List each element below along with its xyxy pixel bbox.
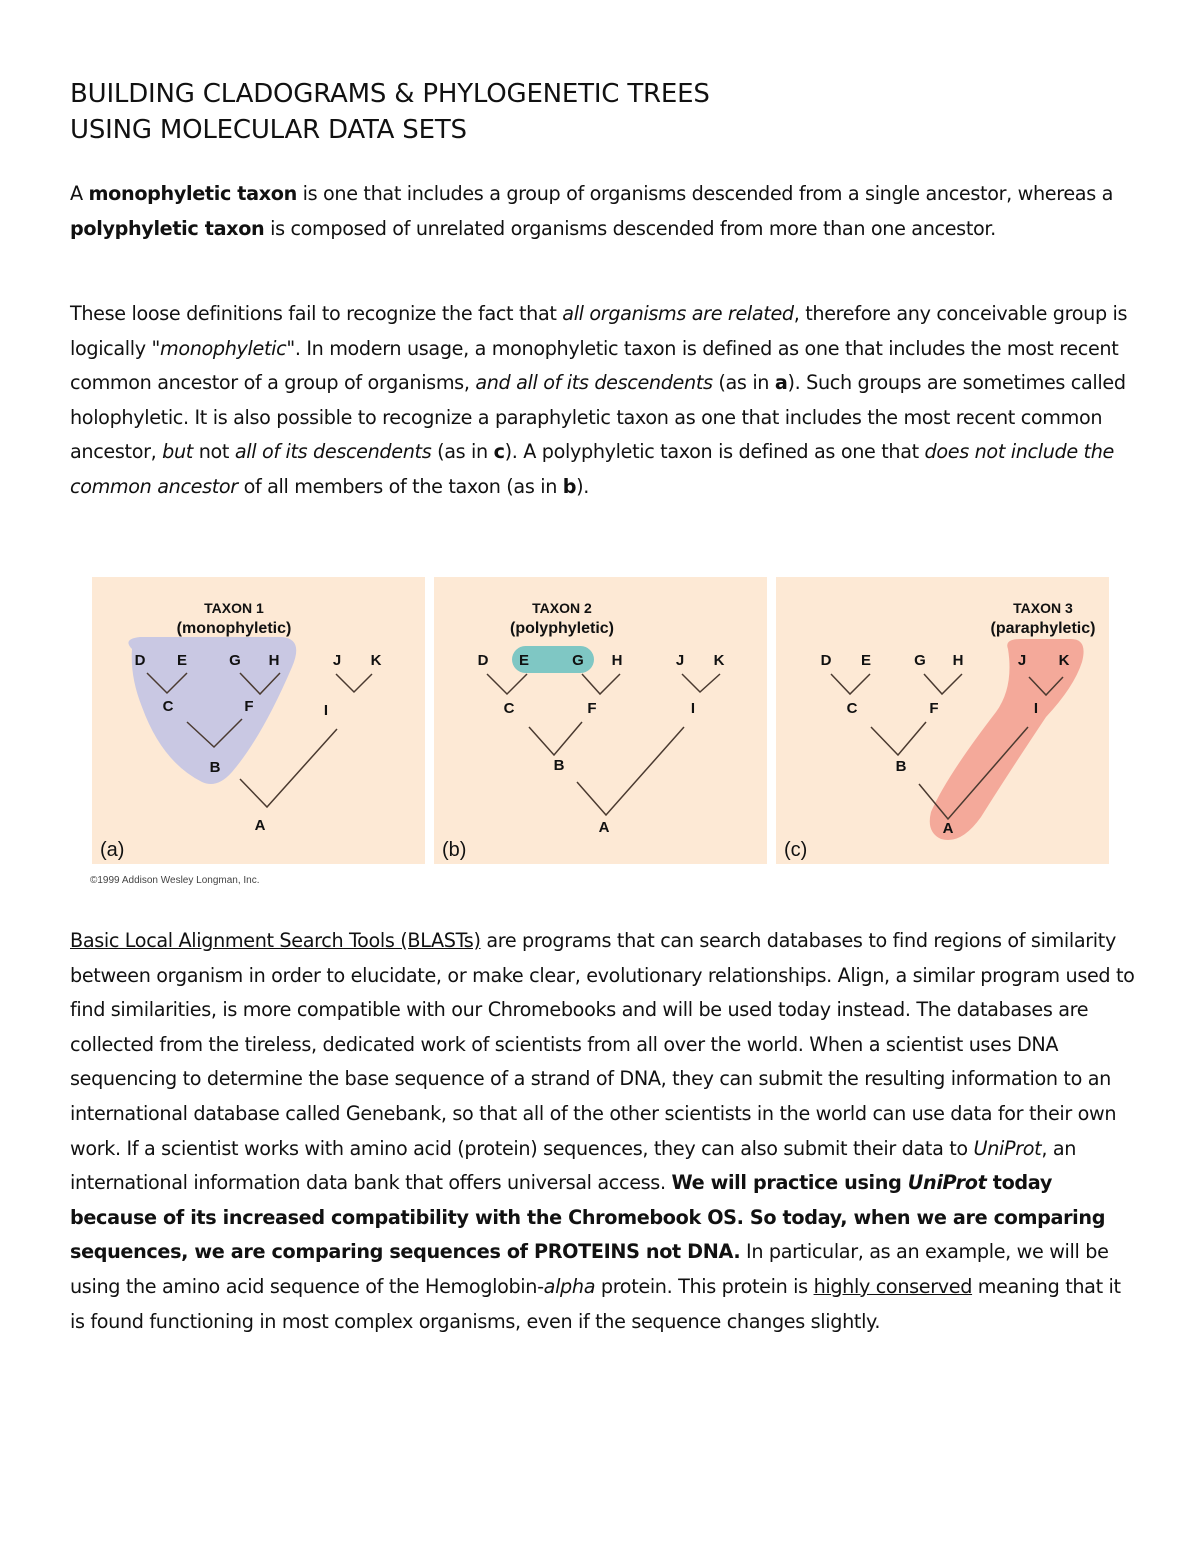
text-run: of all members of the taxon (as in bbox=[237, 474, 563, 498]
bold-run: We will practice using bbox=[671, 1171, 908, 1195]
modern-usage-paragraph bbox=[70, 297, 1140, 505]
figure-ref: b bbox=[562, 474, 577, 498]
svg-text:(c): (c) bbox=[784, 839, 808, 861]
title-line-1: BUILDING CLADOGRAMS & PHYLOGENETIC TREES bbox=[70, 79, 710, 109]
svg-text:B: B bbox=[209, 759, 221, 776]
svg-text:K: K bbox=[713, 652, 725, 669]
svg-text:D: D bbox=[134, 652, 146, 669]
text-run: are programs that can search databases to find regions of similarity between organism in order to elucidate, or make clear, evolutionary relationships. Align, a similar program used to find similarities, is more compatible with our Chromebooks and will be used today instead. The databases are collected from the tireless, dedicated work of scientists from all over the world. When a scientist uses DNA sequencing to determine the base sequence of a strand of DNA, they can submit the resulting information to an international database called Genebank, so that all of the other scientists in the world can use data for their own work. If a scientist works with amino acid (protein) sequences, they can also submit their data to bbox=[70, 929, 1135, 1160]
svg-text:E: E bbox=[518, 652, 530, 669]
text-run: is one that includes a group of organisms descended from a single ancestor, whereas a bbox=[296, 182, 1114, 205]
cladogram-figure bbox=[92, 577, 1109, 864]
emphasis: but bbox=[162, 440, 193, 464]
svg-text:A: A bbox=[254, 817, 266, 834]
svg-text:D: D bbox=[477, 652, 489, 669]
cladogram-b bbox=[434, 577, 767, 864]
figure-ref: c bbox=[493, 440, 505, 464]
text-run: is composed of unrelated organisms descended from more than one ancestor. bbox=[264, 216, 996, 240]
text-run: , therefore any conceivable group is logically " bbox=[70, 302, 1128, 360]
emphasis: monophyletic bbox=[159, 336, 287, 360]
text-run: , an international information data bank that offers universal access. bbox=[70, 1136, 1077, 1195]
term-monophyletic: monophyletic taxon bbox=[88, 182, 297, 205]
text-run: (as in bbox=[431, 440, 494, 464]
text-run: ). Such groups are sometimes called holophyletic. It is also possible to recognize a paraphyletic taxon as one that includes the most recent common ancestor, bbox=[70, 371, 1126, 464]
text-run: ). A polyphyletic taxon is defined as one that bbox=[504, 440, 925, 464]
svg-text:K: K bbox=[370, 652, 382, 669]
svg-text:(a): (a) bbox=[100, 839, 125, 861]
figure-copyright: ©1999 Addison Wesley Longman, Inc. bbox=[90, 875, 260, 886]
panel-a-monophyletic bbox=[92, 577, 425, 864]
svg-text:I: I bbox=[690, 700, 696, 717]
bold-italic-run: UniProt bbox=[907, 1171, 987, 1195]
text-run: A bbox=[70, 182, 89, 205]
svg-text:A: A bbox=[598, 819, 610, 836]
emphasis: all of its descendents bbox=[234, 440, 432, 464]
svg-text:G: G bbox=[229, 652, 241, 669]
svg-text:I: I bbox=[323, 702, 329, 719]
svg-text:F: F bbox=[244, 698, 254, 715]
svg-text:(b): (b) bbox=[442, 839, 467, 861]
cladogram-c bbox=[776, 577, 1109, 864]
svg-text:TAXON 3: TAXON 3 bbox=[1013, 600, 1073, 616]
svg-text:J: J bbox=[332, 652, 342, 669]
text-run: In particular, as an example, we will be using the amino acid sequence of the Hemoglobin- bbox=[70, 1240, 1109, 1298]
svg-text:I: I bbox=[1033, 700, 1039, 717]
svg-text:F: F bbox=[587, 700, 597, 717]
figure-ref: a bbox=[774, 371, 788, 395]
svg-text:F: F bbox=[929, 700, 939, 717]
svg-text:B: B bbox=[895, 758, 907, 775]
svg-text:C: C bbox=[846, 700, 858, 717]
svg-text:D: D bbox=[820, 652, 832, 669]
bold-run: today because of its increased compatibility with the Chromebook OS. So today, when we are comparing sequences, we are comparing sequences of PROTEINS not DNA. bbox=[70, 1171, 1106, 1264]
svg-text:(monophyletic): (monophyletic) bbox=[176, 620, 292, 637]
text-run: meaning that it is found functioning in most complex organisms, even if the sequence changes slightly. bbox=[70, 1274, 1121, 1333]
definition-paragraph bbox=[70, 177, 1140, 246]
blast-term: Basic Local Alignment Search Tools (BLASTs) bbox=[70, 929, 481, 952]
svg-text:G: G bbox=[572, 652, 584, 669]
svg-text:H: H bbox=[952, 652, 964, 669]
cladogram-a bbox=[92, 577, 425, 864]
svg-text:(paraphyletic): (paraphyletic) bbox=[990, 620, 1096, 637]
svg-text:E: E bbox=[176, 652, 188, 669]
svg-text:G: G bbox=[914, 652, 926, 669]
text-run: These loose definitions fail to recognize the fact that bbox=[70, 302, 563, 325]
emphasis: and all of its descendents bbox=[475, 371, 713, 395]
text-run: ). bbox=[576, 474, 590, 498]
text-run: (as in bbox=[712, 371, 775, 395]
svg-text:B: B bbox=[553, 757, 565, 774]
text-run: ". In modern usage, a monophyletic taxon is defined as one that includes the most recent common ancestor of a group of organisms, bbox=[70, 336, 1119, 395]
term-polyphyletic: polyphyletic taxon bbox=[70, 216, 265, 240]
emphasis: does not include the common ancestor bbox=[70, 440, 1114, 498]
svg-text:J: J bbox=[675, 652, 685, 669]
highly-conserved-term: highly conserved bbox=[813, 1274, 973, 1298]
emphasis: alpha bbox=[543, 1274, 596, 1298]
text-run: protein. This protein is bbox=[595, 1274, 814, 1298]
svg-text:H: H bbox=[611, 652, 623, 669]
blast-paragraph bbox=[70, 924, 1140, 1339]
title-line-2: USING MOLECULAR DATA SETS bbox=[70, 115, 467, 145]
emphasis: all organisms are related bbox=[562, 302, 794, 325]
svg-text:K: K bbox=[1058, 652, 1070, 669]
svg-text:A: A bbox=[942, 820, 954, 837]
svg-text:E: E bbox=[860, 652, 872, 669]
svg-text:C: C bbox=[162, 698, 174, 715]
panel-c-paraphyletic bbox=[776, 577, 1109, 864]
svg-text:(polyphyletic): (polyphyletic) bbox=[509, 620, 615, 637]
svg-text:C: C bbox=[503, 700, 515, 717]
svg-text:J: J bbox=[1017, 652, 1027, 669]
panel-b-polyphyletic bbox=[434, 577, 767, 864]
text-run: not bbox=[192, 440, 235, 464]
svg-text:H: H bbox=[268, 652, 280, 669]
svg-text:TAXON 1: TAXON 1 bbox=[204, 600, 264, 616]
emphasis: UniProt bbox=[973, 1136, 1042, 1160]
svg-text:TAXON 2: TAXON 2 bbox=[532, 600, 592, 616]
page-title bbox=[70, 76, 710, 148]
